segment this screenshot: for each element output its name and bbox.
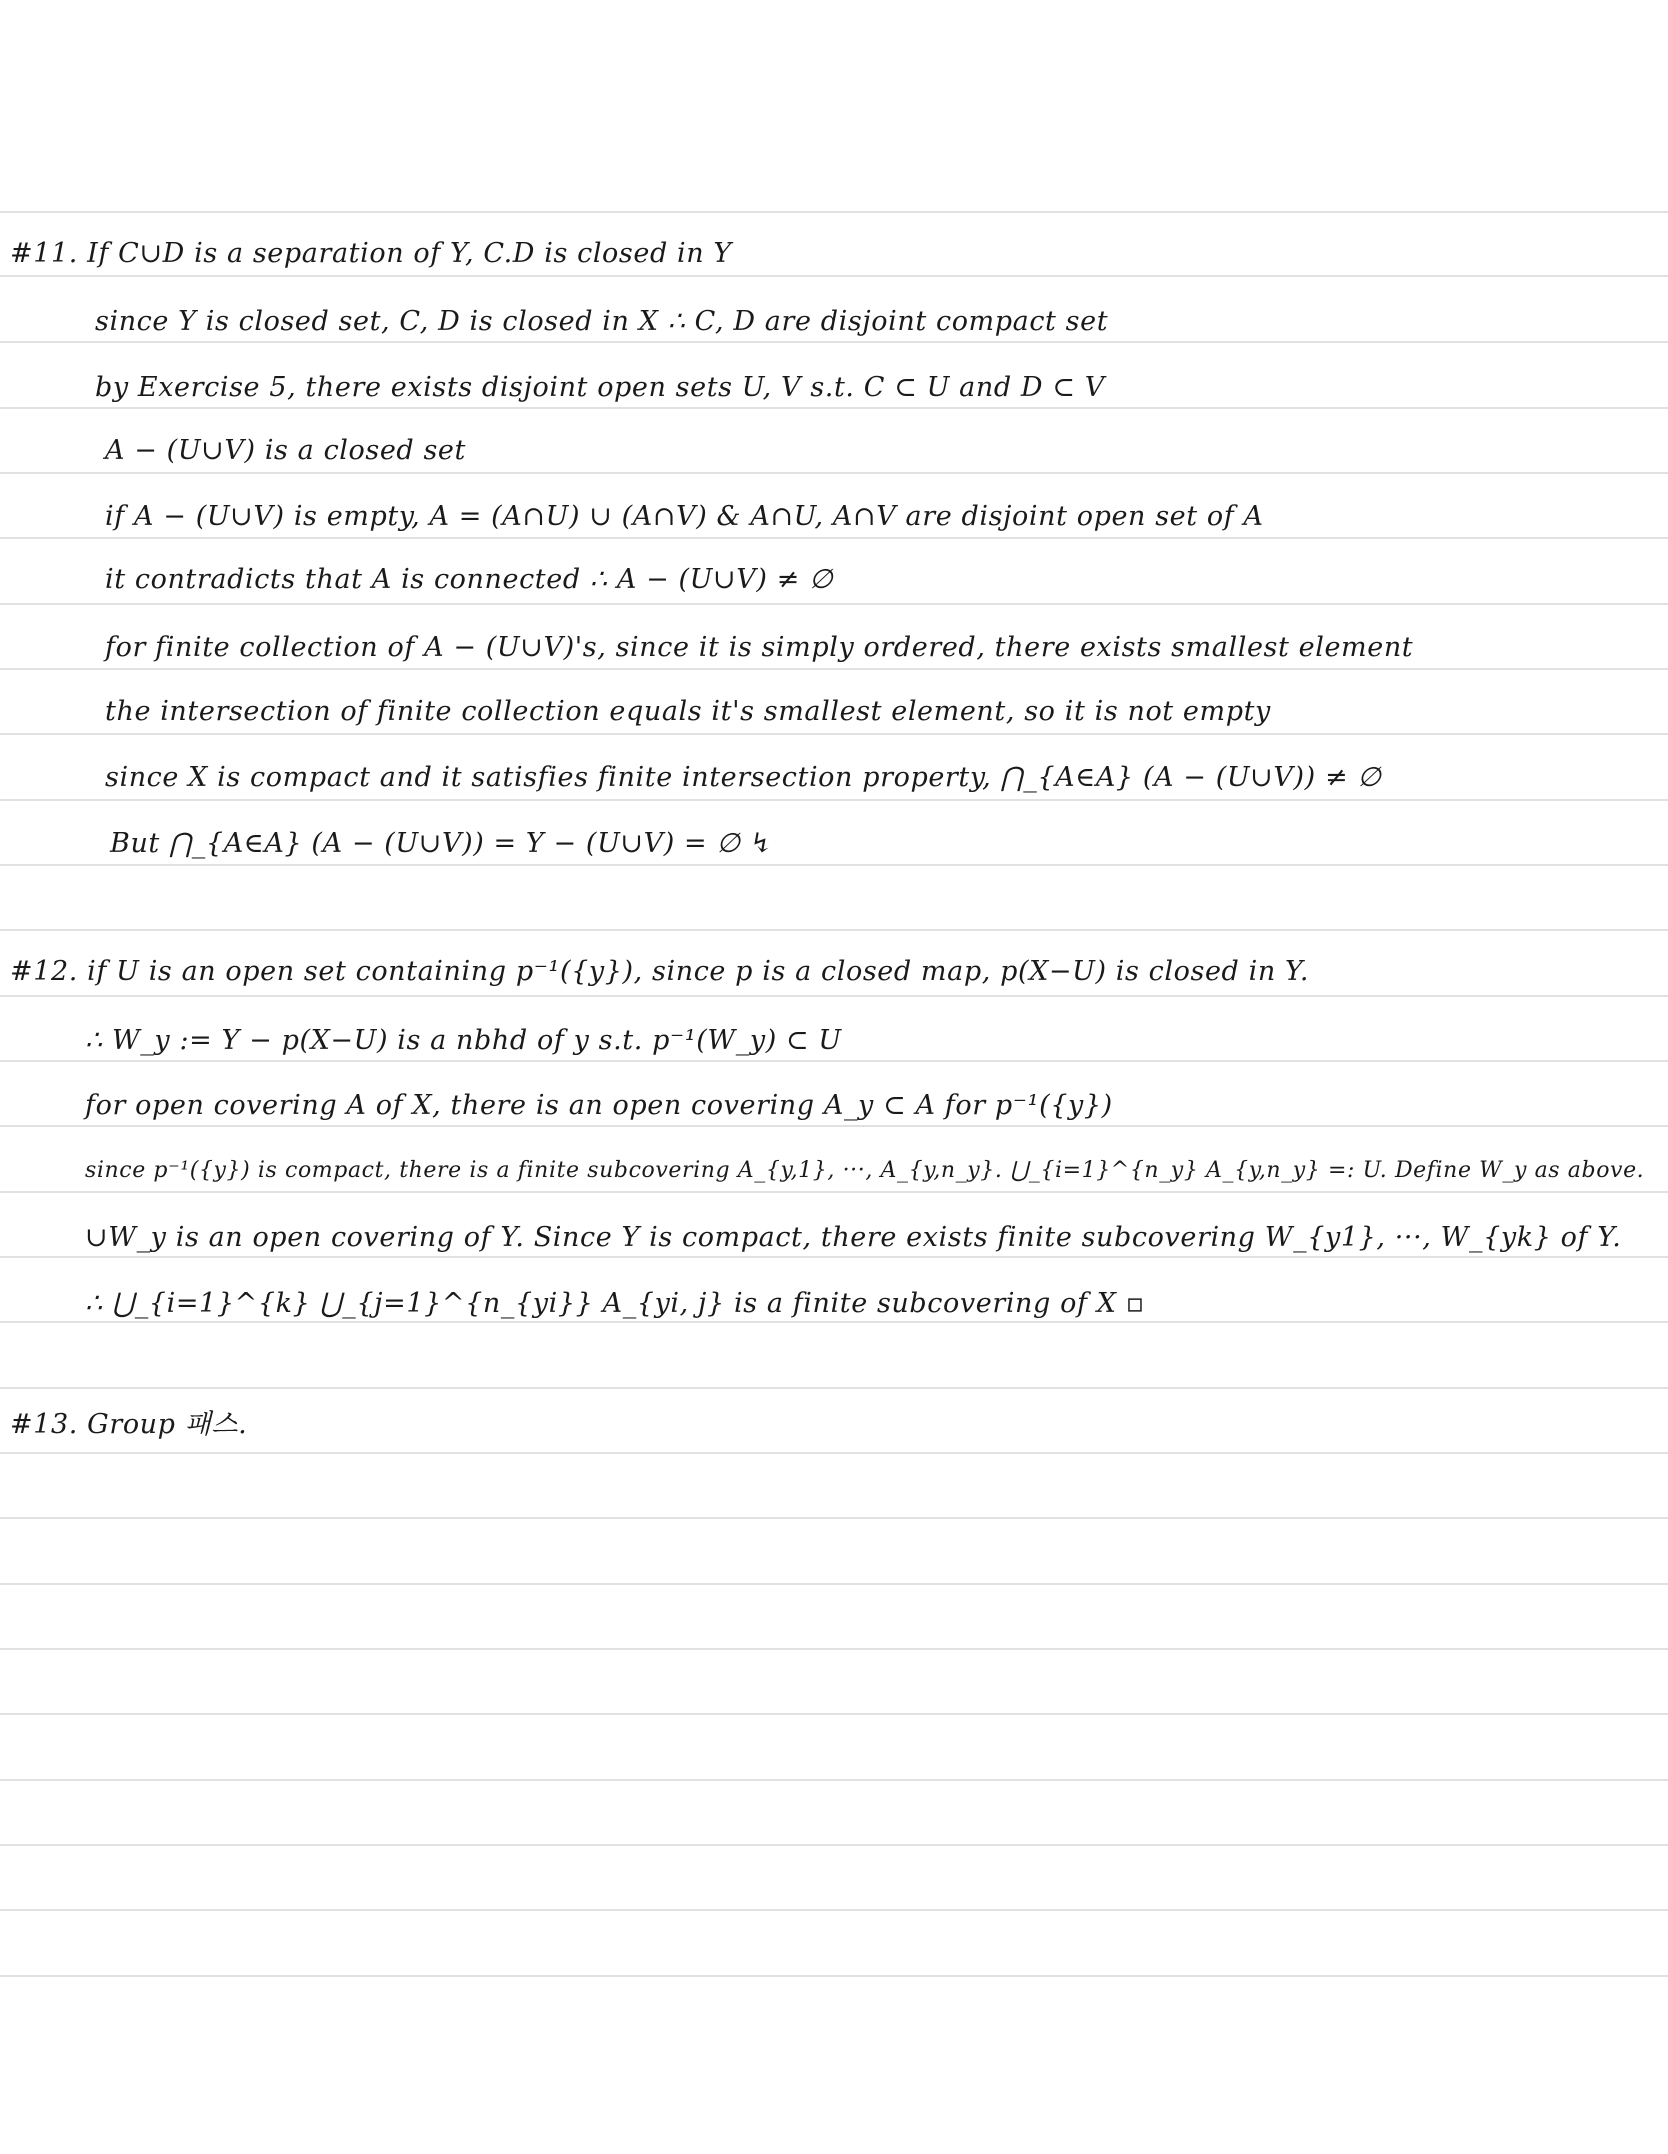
- problem-11-line: A − (U∪V) is a closed set: [105, 435, 466, 466]
- problem-12-line: ∴ W_y := Y − p(X−U) is a nbhd of y s.t. p⁻¹(W_y) ⊂ U: [85, 1025, 842, 1056]
- problem-11-line: if A − (U∪V) is empty, A = (A∩U) ∪ (A∩V) & A∩U, A∩V are disjoint open set of A: [105, 501, 1264, 532]
- problem-12-line: ∪W_y is an open covering of Y. Since Y is compact, there exists finite subcovering W_{y1}, ···, W_{yk} of Y.: [85, 1222, 1622, 1253]
- problem-12-heading-line: #12. if U is an open set containing p⁻¹({y}), since p is a closed map, p(X−U) is closed in Y.: [10, 956, 1310, 987]
- problem-13-heading-line: #13. Group 패스.: [10, 1409, 248, 1440]
- problem-11-line: the intersection of finite collection equals it's smallest element, so it is not empty: [105, 696, 1271, 727]
- problem-11-line: But ⋂_{A∈A} (A − (U∪V)) = Y − (U∪V) = ∅ ↯: [110, 828, 773, 859]
- problem-11-line: by Exercise 5, there exists disjoint open sets U, V s.t. C ⊂ U and D ⊂ V: [95, 372, 1105, 403]
- problem-11-line: for finite collection of A − (U∪V)'s, since it is simply ordered, there exists smallest element: [105, 632, 1414, 663]
- problem-12-line: for open covering A of X, there is an open covering A_y ⊂ A for p⁻¹({y}): [85, 1090, 1113, 1121]
- problem-11-heading-line: #11. If C∪D is a separation of Y, C.D is closed in Y: [10, 238, 732, 269]
- problem-11-line: since Y is closed set, C, D is closed in X ∴ C, D are disjoint compact set: [95, 306, 1109, 337]
- problem-11-line: it contradicts that A is connected ∴ A − (U∪V) ≠ ∅: [105, 564, 834, 595]
- problem-11-line: since X is compact and it satisfies finite intersection property, ⋂_{A∈A} (A − (U∪V)) ≠ ∅: [105, 762, 1382, 793]
- problem-12-line: since p⁻¹({y}) is compact, there is a finite subcovering A_{y,1}, ···, A_{y,n_y}. ⋃_{i=1}^{n_y} A_{y,n_y} =: U. Define W_y as above.: [85, 1158, 1645, 1183]
- problem-12-line: ∴ ⋃_{i=1}^{k} ⋃_{j=1}^{n_{yi}} A_{yi, j} is a finite subcovering of X ▫: [85, 1288, 1145, 1319]
